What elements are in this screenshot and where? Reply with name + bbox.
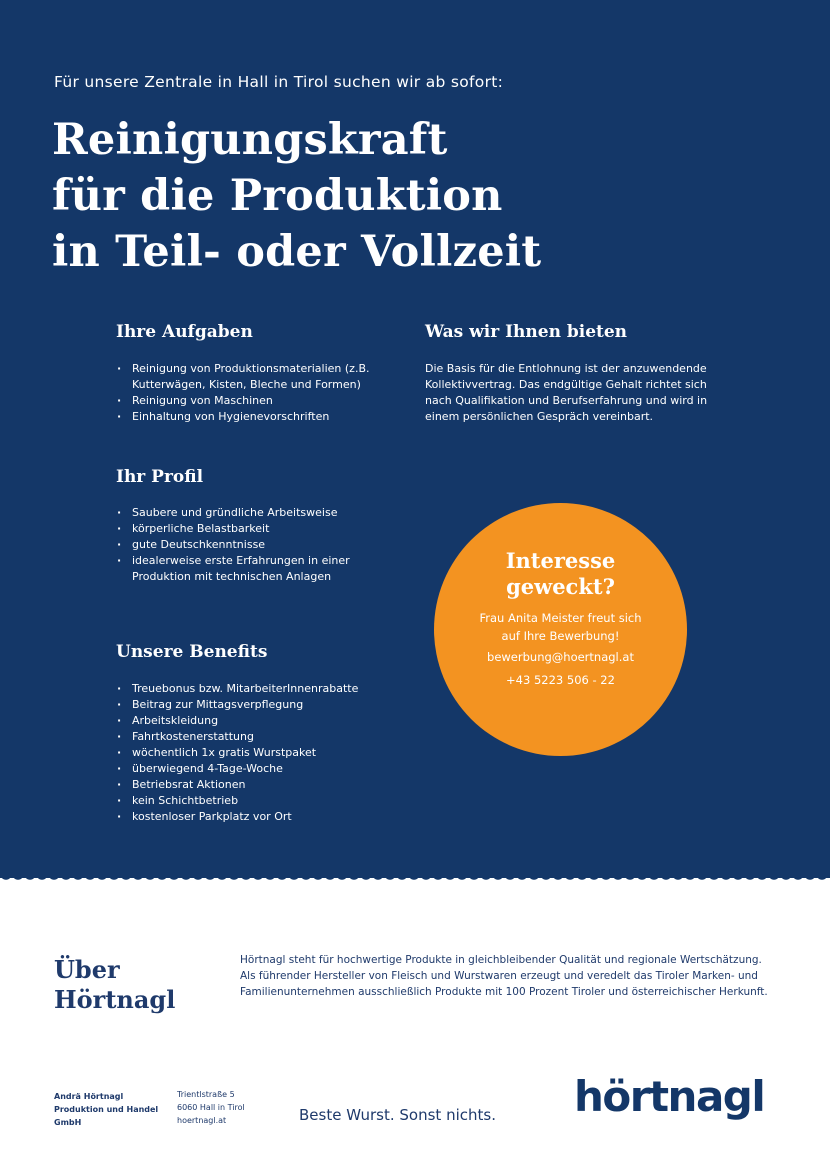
list-item: · kostenloser Parkplatz vor Ort xyxy=(116,809,416,825)
list-item: · körperliche Belastbarkeit xyxy=(116,521,391,537)
company-line: GmbH xyxy=(54,1118,82,1127)
hoertnagl-logo: hörtnagl xyxy=(574,1072,765,1121)
section-title-profil: Ihr Profil xyxy=(116,467,204,487)
list-item: · Treuebonus bzw. MitarbeiterInnenrabatte xyxy=(116,681,416,697)
job-title-line: für die Produktion xyxy=(52,171,503,221)
bieten-text: Die Basis für die Entlohnung ist der anzuwendende Kollektivvertrag. Das endgültige Gehalt richtet sich nach Qualifikation und Berufserfahrung und wird in einem persönlichen Gespräch vereinbart. xyxy=(425,362,708,423)
company-address xyxy=(177,1088,245,1127)
job-title-line: in Teil- oder Vollzeit xyxy=(52,227,542,277)
list-item: · Beitrag zur Mittagsverpflegung xyxy=(116,697,416,713)
about-title-line: Hörtnagl xyxy=(54,985,176,1014)
contact-text-line: Frau Anita Meister freut sich xyxy=(479,611,642,625)
list-item: · gute Deutschkenntnisse xyxy=(116,537,391,553)
list-item: · wöchentlich 1x gratis Wurstpaket xyxy=(116,745,416,761)
list-item: · kein Schichtbetrieb xyxy=(116,793,416,809)
about-title-line: Über xyxy=(54,955,120,984)
contact-title-line: Interesse xyxy=(505,548,616,573)
job-title-line: Reinigungskraft xyxy=(52,115,448,165)
contact-text-line: auf Ihre Bewerbung! xyxy=(501,629,620,643)
scalloped-edge xyxy=(0,874,830,886)
aufgaben-list xyxy=(116,361,391,425)
list-item: · Reinigung von Maschinen xyxy=(116,393,391,409)
list-item: · idealerweise erste Erfahrungen in einer Produktion mit technischen Anlagen xyxy=(116,553,391,585)
slogan: Beste Wurst. Sonst nichts. xyxy=(299,1106,496,1124)
profil-list xyxy=(116,505,391,585)
kicker-text: Für unsere Zentrale in Hall in Tirol suchen wir ab sofort: xyxy=(54,73,504,91)
job-title xyxy=(52,112,752,280)
address-line: 6060 Hall in Tirol xyxy=(177,1103,245,1112)
section-title-bieten: Was wir Ihnen bieten xyxy=(425,322,628,342)
list-item: · Betriebsrat Aktionen xyxy=(116,777,416,793)
company-line: Andrä Hörtnagl xyxy=(54,1092,124,1101)
contact-email-link[interactable]: bewerbung@hoertnagl.at xyxy=(487,650,634,664)
contact-circle xyxy=(434,503,687,756)
list-item: · Saubere und gründliche Arbeitsweise xyxy=(116,505,391,521)
contact-title xyxy=(434,548,687,600)
list-item: · überwiegend 4-Tage-Woche xyxy=(116,761,416,777)
address-line: Trientlstraße 5 xyxy=(177,1090,235,1099)
company-line: Produktion und Handel xyxy=(54,1105,159,1114)
list-item: · Fahrtkostenerstattung xyxy=(116,729,416,745)
list-item: · Arbeitskleidung xyxy=(116,713,416,729)
website-link[interactable]: hoertnagl.at xyxy=(177,1116,227,1125)
contact-title-line: geweckt? xyxy=(506,574,615,599)
list-item: · Einhaltung von Hygienevorschriften xyxy=(116,409,391,425)
about-title xyxy=(54,955,175,1015)
section-title-benefits: Unsere Benefits xyxy=(116,642,268,662)
contact-text xyxy=(434,609,687,645)
section-title-aufgaben: Ihre Aufgaben xyxy=(116,322,253,342)
about-text: Hörtnagl steht für hochwertige Produkte in gleichbleibender Qualität und regionale Wertschätzung. Als führender Hersteller von Fleisch und Wurstwaren erzeugt und veredelt das Tiroler Marken- und Familienunternehmen ausschließlich Produkte mit 100 Prozent Tiroler und österreichischer Herkunft. xyxy=(240,954,768,998)
company-name xyxy=(54,1090,158,1129)
contact-phone[interactable]: +43 5223 506 - 22 xyxy=(506,673,615,687)
list-item: · Reinigung von Produktionsmaterialien (z.B. Kutterwägen, Kisten, Bleche und Formen) xyxy=(116,361,391,393)
benefits-list xyxy=(116,681,416,825)
